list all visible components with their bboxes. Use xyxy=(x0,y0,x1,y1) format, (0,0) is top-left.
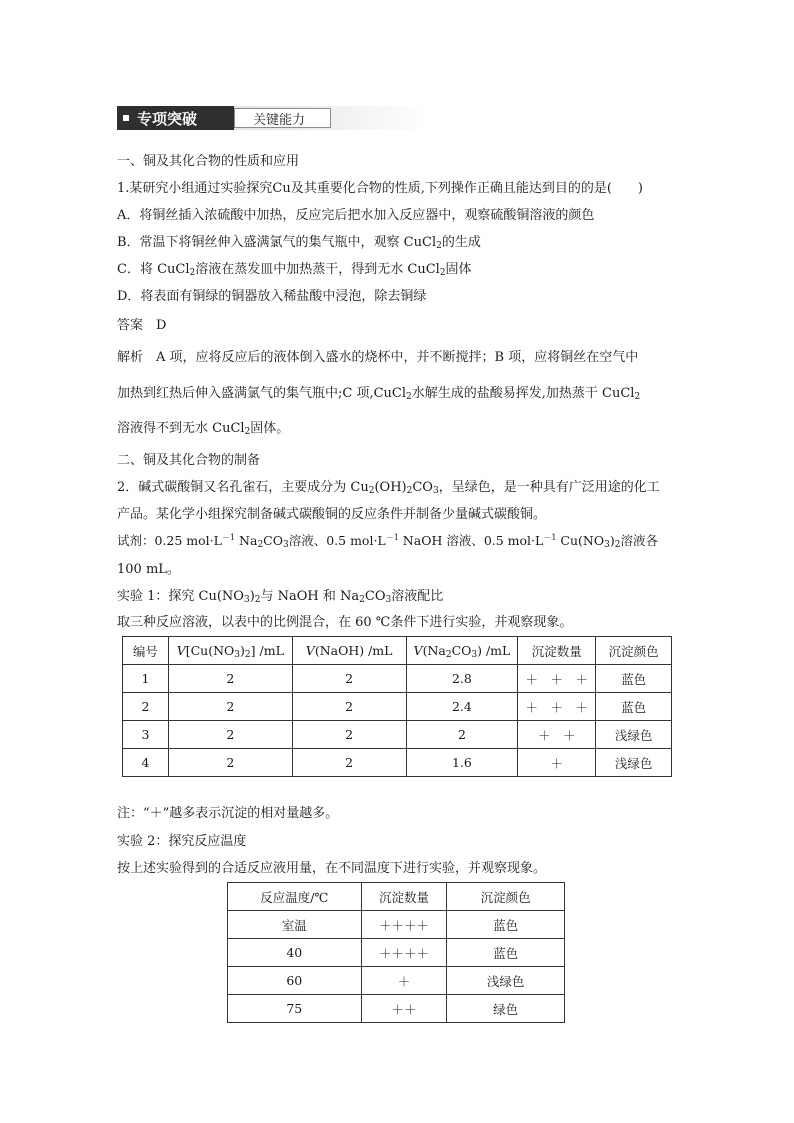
option-d: D．将表面有铜绿的铜器放入稀盐酸中浸泡，除去铜绿 xyxy=(117,289,427,304)
option-b: B．常温下将铜丝伸入盛满氯气的集气瓶中，观察 CuCl$_2$的生成 xyxy=(117,235,481,251)
table-cell: 2 xyxy=(292,749,406,777)
table-header-cell: 编号 xyxy=(123,637,169,665)
table-cell: 40 xyxy=(228,939,362,967)
table-cell: 浅绿色 xyxy=(596,721,672,749)
banner-title: 专项突破 xyxy=(137,110,198,128)
table-header-cell: 沉淀数量 xyxy=(361,883,447,911)
table-cell: 2 xyxy=(292,665,406,693)
table-header-cell: $V(Na_2CO_3)$ /mL xyxy=(406,637,518,665)
table-row xyxy=(123,665,672,693)
table-cell: 1.6 xyxy=(406,749,518,777)
experiment1-title: 实验 1：探究 $Cu(NO_3)_2$与 NaOH 和 $Na_2CO_3$溶液配比 xyxy=(117,589,444,605)
table-cell: 浅绿色 xyxy=(447,967,565,995)
table-row xyxy=(228,939,565,967)
table-cell: 2 xyxy=(168,693,292,721)
table-cell: 蓝色 xyxy=(447,939,565,967)
table-cell: 蓝色 xyxy=(447,911,565,939)
answer: 答案 D xyxy=(117,318,167,333)
reagents-line-1: 试剂：0.25 $mol\cdot L^{-1}$ $Na_2CO_3$溶液、0.5 $mol\cdot L^{-1}$ NaOH 溶液、0.5 $mol\cdot L^{-1}$ $Cu(NO_3)_2$溶液各 xyxy=(117,532,658,550)
table-row xyxy=(123,721,672,749)
table-row xyxy=(123,693,672,721)
table-cell: 2 xyxy=(406,721,518,749)
table-header-cell: $V[Cu(NO_3)_2]$ /mL xyxy=(168,637,292,665)
table-cell: ＋＋＋＋ xyxy=(361,939,447,967)
table-cell: ＋＋ xyxy=(361,995,447,1023)
experiment2-description: 按上述实验得到的合适反应液用量，在不同温度下进行实验，并观察现象。 xyxy=(117,861,547,876)
option-c: C．将 CuCl$_2$溶液在蒸发皿中加热蒸干，得到无水 CuCl$_2$固体 xyxy=(117,262,472,278)
table-cell: 绿色 xyxy=(447,995,565,1023)
banner-dark-tab xyxy=(117,106,234,130)
table-cell: 75 xyxy=(228,995,362,1023)
table-cell: 2 xyxy=(168,749,292,777)
table-cell: ＋ ＋ ＋ xyxy=(518,693,596,721)
question2-line-1: 2．碱式碳酸铜又名孔雀石，主要成分为 $Cu_2(OH)_2CO_3$，呈绿色，是一种具有广泛用途的化工 xyxy=(117,480,660,496)
table-header-cell: 沉淀颜色 xyxy=(596,637,672,665)
experiment2-title: 实验 2：探究反应温度 xyxy=(117,834,247,849)
analysis-line-2: 加热到红热后伸入盛满氯气的集气瓶中;C 项,CuCl$_2$水解生成的盐酸易挥发,加热蒸干 CuCl$_2$ xyxy=(117,386,641,402)
section-banner xyxy=(117,106,431,130)
table-cell: ＋ xyxy=(361,967,447,995)
section1-heading: 一、铜及其化合物的性质和应用 xyxy=(117,154,300,169)
section2-heading: 二、铜及其化合物的制备 xyxy=(117,453,261,468)
square-icon xyxy=(123,115,129,121)
table-cell: 2 xyxy=(168,665,292,693)
table-cell: ＋＋＋＋ xyxy=(361,911,447,939)
table-cell: 60 xyxy=(228,967,362,995)
question1-stem: 1.某研究小组通过实验探究Cu及其重要化合物的性质,下列操作正确且能达到目的的是( ) xyxy=(117,181,643,196)
table-header-cell: 沉淀颜色 xyxy=(447,883,565,911)
table-header-cell: 反应温度/℃ xyxy=(228,883,362,911)
table-cell: 浅绿色 xyxy=(596,749,672,777)
table-row xyxy=(228,995,565,1023)
table-cell: 4 xyxy=(123,749,169,777)
table-cell: 室温 xyxy=(228,911,362,939)
table1-note: 注：“＋”越多表示沉淀的相对量越多。 xyxy=(117,806,339,821)
table-row xyxy=(228,911,565,939)
table-cell: 2 xyxy=(292,693,406,721)
table-header-row xyxy=(123,637,672,665)
table-row xyxy=(228,967,565,995)
question2-line-2: 产品。某化学小组探究制备碱式碳酸铜的反应条件并制备少量碱式碳酸铜。 xyxy=(117,507,547,522)
table-cell: 2 xyxy=(123,693,169,721)
table-cell: 蓝色 xyxy=(596,665,672,693)
table-cell: 1 xyxy=(123,665,169,693)
analysis-line-1: 解析 A 项，应将反应后的液体倒入盛水的烧杯中，并不断搅拌；B 项，应将铜丝在空气中 xyxy=(117,350,639,365)
table-header-cell: 沉淀数量 xyxy=(518,637,596,665)
table-cell: ＋ ＋ ＋ xyxy=(518,665,596,693)
table-header-cell: V(NaOH) /mL xyxy=(292,637,406,665)
table-cell: 2 xyxy=(168,721,292,749)
table-cell: 3 xyxy=(123,721,169,749)
reagents-line-2: 100 mL。 xyxy=(117,562,180,577)
table-cell: 2 xyxy=(292,721,406,749)
table-cell: 2.8 xyxy=(406,665,518,693)
table-cell: 2.4 xyxy=(406,693,518,721)
table-cell: ＋ ＋ xyxy=(518,721,596,749)
experiment1-description: 取三种反应溶液，以表中的比例混合，在 60 ℃条件下进行实验，并观察现象。 xyxy=(117,615,573,630)
table-row xyxy=(123,749,672,777)
analysis-line-3: 溶液得不到无水 CuCl$_2$固体。 xyxy=(117,421,290,437)
experiment2-table xyxy=(227,882,565,1023)
table-cell: ＋ xyxy=(518,749,596,777)
banner-subtitle: 关键能力 xyxy=(253,113,306,128)
banner-light-tab xyxy=(234,108,331,128)
option-a: A．将铜丝插入浓硫酸中加热，反应完后把水加入反应器中，观察硫酸铜溶液的颜色 xyxy=(117,208,595,223)
experiment1-table xyxy=(122,636,672,777)
table-cell: 蓝色 xyxy=(596,693,672,721)
table-header-row xyxy=(228,883,565,911)
